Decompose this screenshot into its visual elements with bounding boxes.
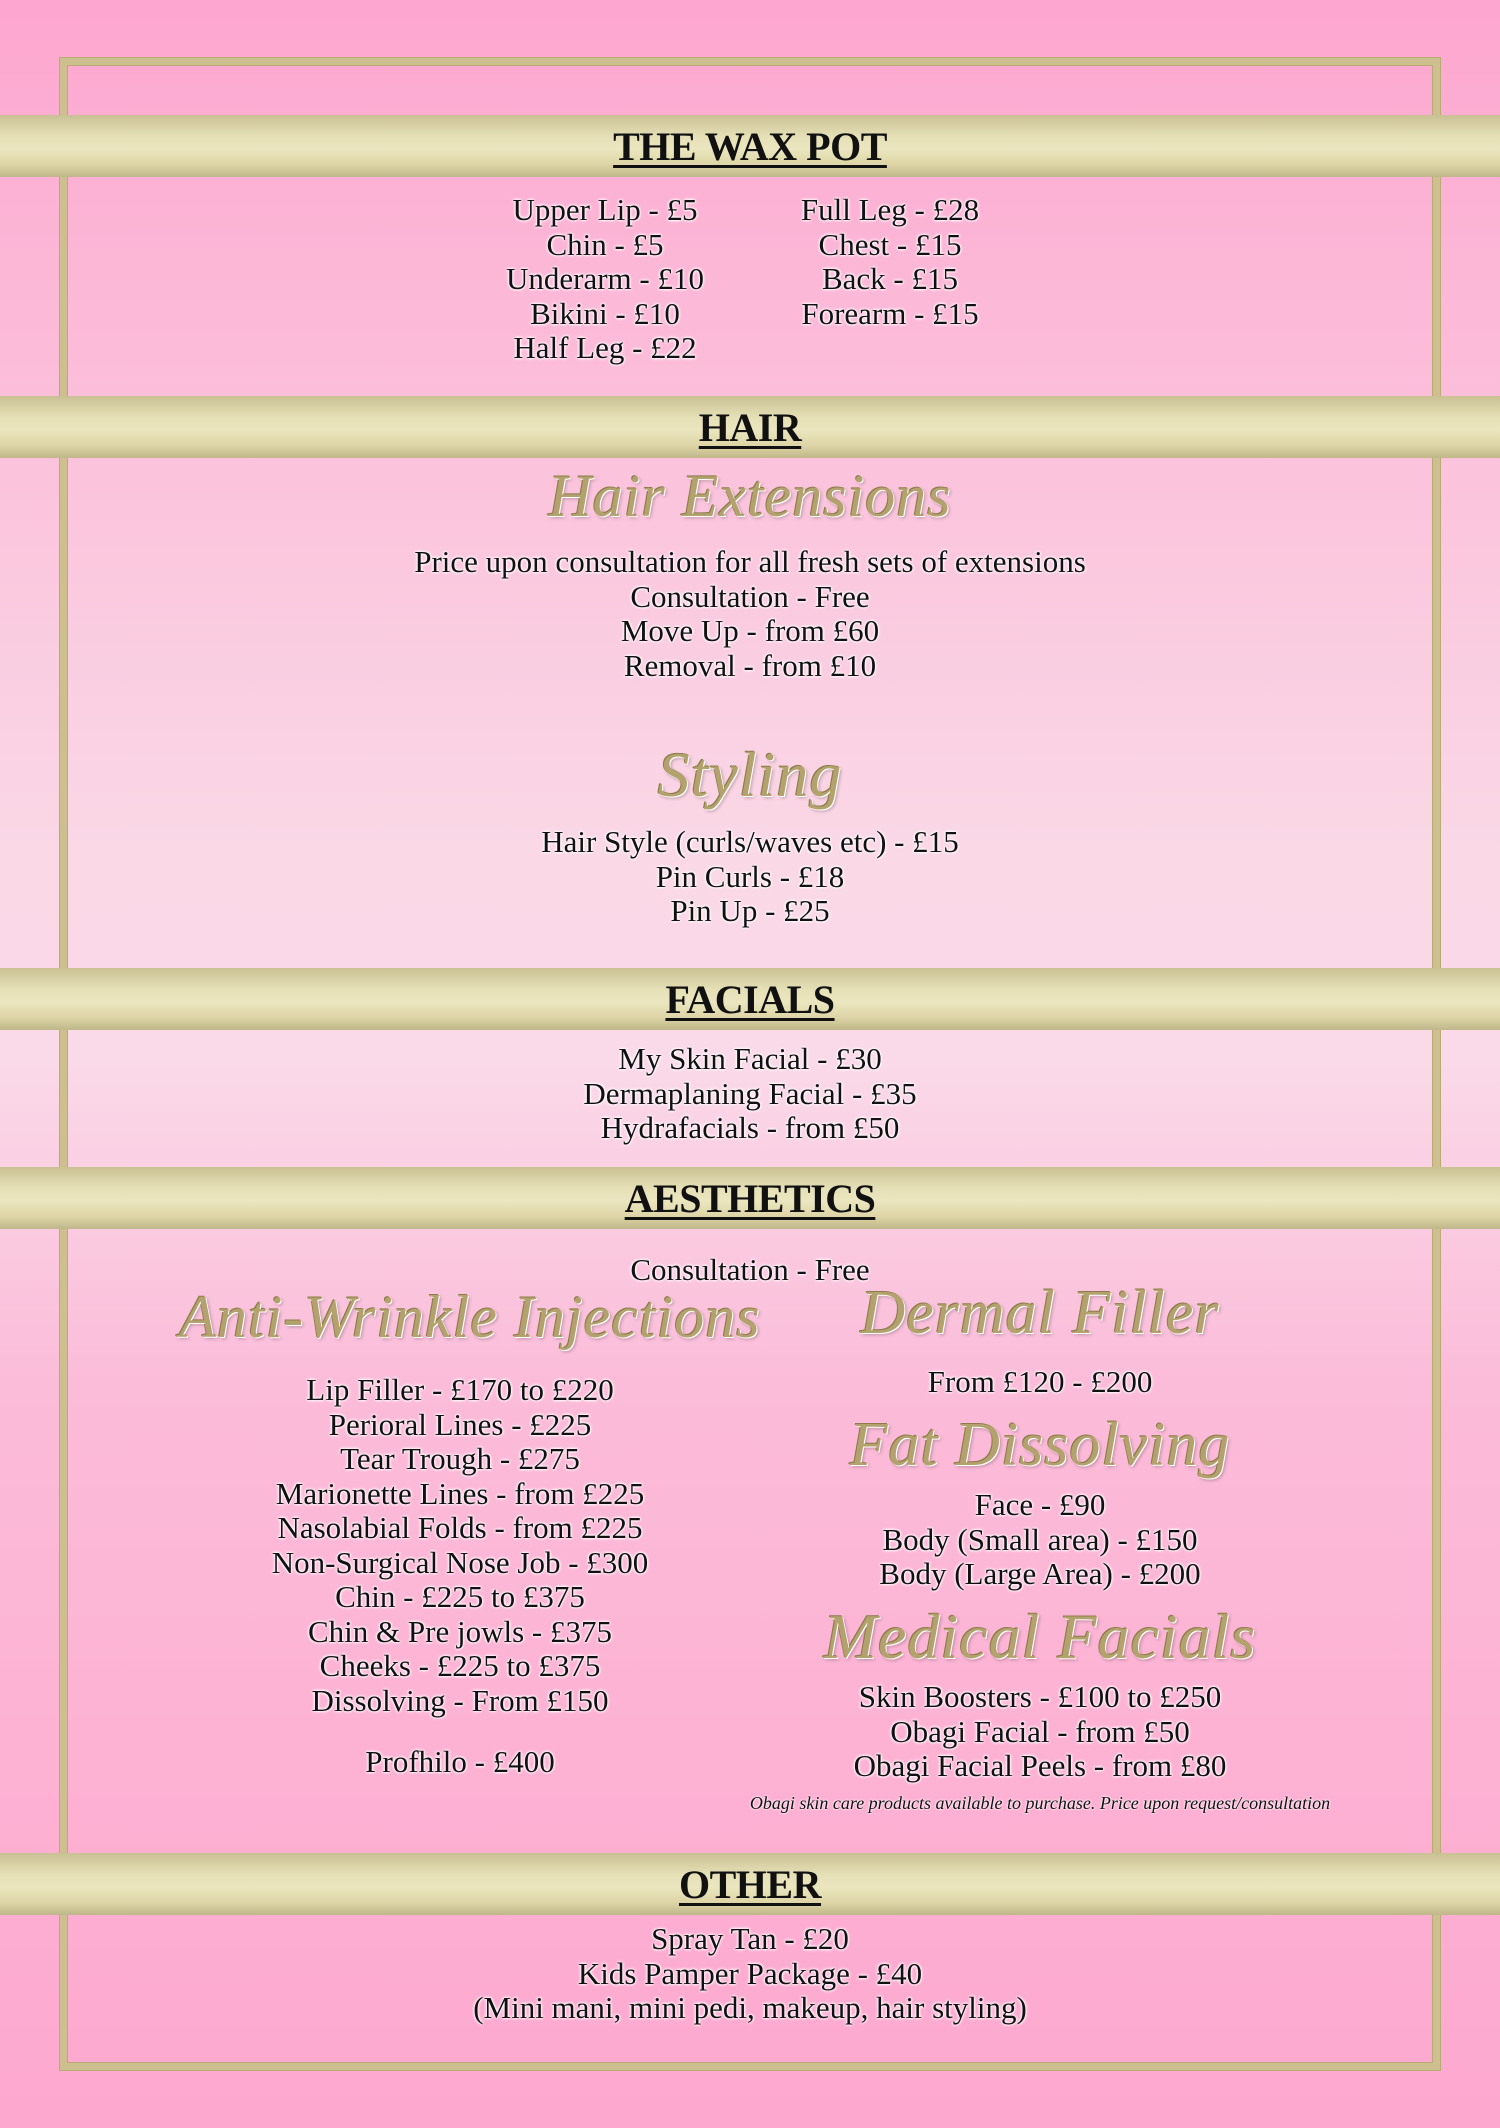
- list-item: Lip Filler - £170 to £220: [306, 1372, 614, 1407]
- profhilo-item: Profhilo - £400: [365, 1744, 555, 1779]
- list-item: Hydrafacials - from £50: [600, 1110, 900, 1145]
- list-item: Removal - from £10: [623, 647, 877, 683]
- list-item: Kids Pamper Package - £40: [577, 1955, 923, 1991]
- list-item: (Mini mani, mini pedi, makeup, hair styling): [473, 1990, 1027, 2025]
- list-item: My Skin Facial - £30: [618, 1041, 882, 1076]
- hair-title: HAIR: [698, 404, 802, 450]
- aesthetics-title: AESTHETICS: [624, 1175, 876, 1221]
- fat-dissolving-heading: Fat Dissolving: [849, 1411, 1231, 1479]
- dermal-filler-list: [820, 1365, 1260, 1400]
- medical-facials-heading: Medical Facials: [823, 1601, 1257, 1672]
- list-item: Dissolving - From £150: [311, 1682, 609, 1718]
- hair-extensions-list: [0, 545, 1500, 683]
- other-header-band: [0, 1853, 1500, 1915]
- facials-list: [0, 1042, 1500, 1146]
- list-item: Chin - £5: [546, 226, 664, 262]
- list-item: Obagi Facial - from £50: [890, 1713, 1190, 1749]
- list-item: Upper Lip - £5: [512, 192, 698, 227]
- list-item: Bikini - £10: [530, 295, 680, 331]
- list-item: Nasolabial Folds - from £225: [277, 1510, 643, 1545]
- wax-list-left: [470, 193, 740, 366]
- list-item: Pin Up - £25: [670, 893, 830, 928]
- wax-list-right: [770, 193, 1010, 331]
- anti-wrinkle-list: [180, 1373, 740, 1718]
- list-item: Cheeks - £225 to £375: [319, 1648, 601, 1683]
- medical-facials-list: [800, 1680, 1280, 1784]
- list-item: Obagi Facial Peels - from £80: [853, 1748, 1227, 1783]
- hair-header-band: [0, 396, 1500, 458]
- list-item: Consultation - Free: [630, 578, 870, 614]
- list-item: Price upon consultation for all fresh sets of extensions: [414, 544, 1086, 579]
- other-title: OTHER: [679, 1861, 821, 1907]
- list-item: Body (Small area) - £150: [882, 1521, 1198, 1557]
- list-item: Body (Large Area) - £200: [879, 1556, 1201, 1591]
- list-item: Forearm - £15: [801, 295, 979, 331]
- facials-header-band: [0, 968, 1500, 1030]
- list-item: Move Up - from £60: [620, 613, 880, 648]
- obagi-note: Obagi skin care products available to purchase. Price upon request/consultation: [749, 1793, 1331, 1813]
- list-item: Half Leg - £22: [513, 330, 697, 365]
- list-item: Chin & Pre jowls - £375: [308, 1613, 612, 1649]
- list-item: Marionette Lines - from £225: [275, 1475, 645, 1511]
- list-item: Underarm - £10: [506, 261, 704, 296]
- list-item: Tear Trough - £275: [340, 1441, 580, 1476]
- list-item: Full Leg - £28: [800, 192, 980, 227]
- fat-dissolving-list: [820, 1488, 1260, 1592]
- anti-wrinkle-heading: Anti-Wrinkle Injections: [179, 1284, 761, 1350]
- hair-extensions-heading: Hair Extensions: [548, 463, 952, 529]
- list-item: Skin Boosters - £100 to £250: [858, 1679, 1222, 1714]
- facials-title: FACIALS: [665, 976, 835, 1022]
- aesthetics-consultation: Consultation - Free: [630, 1252, 870, 1287]
- wax-pot-header-band: [0, 115, 1500, 177]
- styling-heading: Styling: [657, 739, 843, 810]
- list-item: Perioral Lines - £225: [328, 1406, 592, 1442]
- list-item: Chest - £15: [818, 226, 962, 262]
- aesthetics-header-band: [0, 1167, 1500, 1229]
- styling-list: [0, 825, 1500, 929]
- list-item: Pin Curls - £18: [655, 858, 845, 894]
- list-item: From £120 - £200: [927, 1364, 1153, 1399]
- list-item: Face - £90: [974, 1487, 1106, 1522]
- list-item: Chin - £225 to £375: [335, 1579, 585, 1614]
- wax-pot-title: THE WAX POT: [613, 123, 887, 169]
- list-item: Dermaplaning Facial - £35: [583, 1075, 917, 1111]
- other-list: [0, 1922, 1500, 2026]
- list-item: Hair Style (curls/waves etc) - £15: [541, 824, 959, 859]
- list-item: Spray Tan - £20: [651, 1921, 849, 1956]
- list-item: Non-Surgical Nose Job - £300: [271, 1544, 649, 1580]
- list-item: Back - £15: [821, 261, 959, 296]
- dermal-filler-heading: Dermal Filler: [860, 1279, 1220, 1347]
